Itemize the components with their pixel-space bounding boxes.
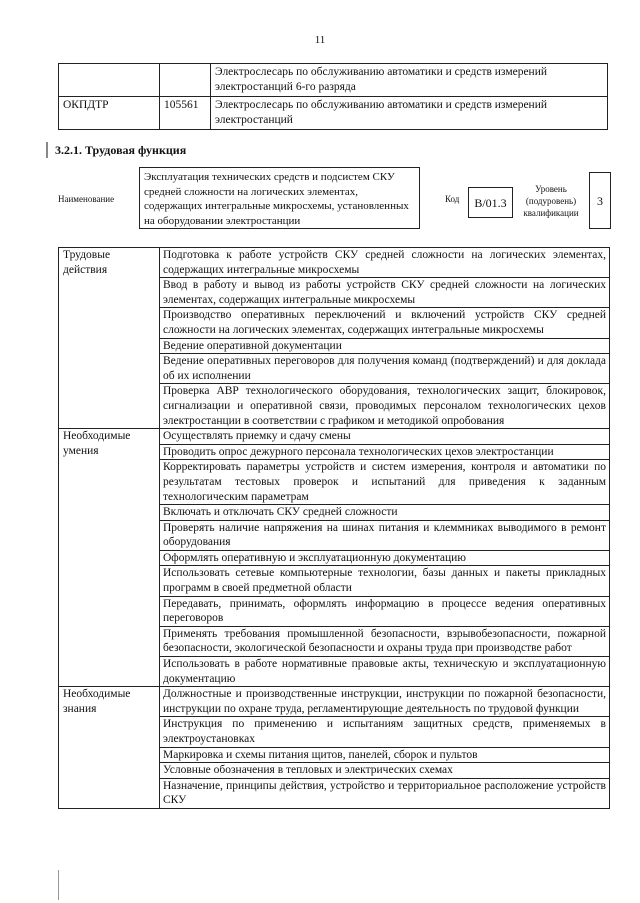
list-item: Инструкция по применению и испытаниям защитных средств, применяемых в электроустановках [160, 717, 610, 747]
list-item: Маркировка и схемы питания щитов, панелей, сборок и пультов [160, 747, 610, 763]
table-cell: ОКПДТР [59, 97, 160, 130]
list-item: Включать и отключать СКУ средней сложности [160, 505, 610, 521]
list-item: Передавать, принимать, оформлять информацию в процессе ведения оперативных переговоров [160, 596, 610, 626]
margin-mark [46, 142, 48, 158]
function-name: Эксплуатация технических средств и подсистем СКУ средней сложности на логических элементах, содержащих интегральные микросхемы, установленных на оборудовании электростанции [139, 167, 420, 229]
function-code: B/01.3 [468, 187, 513, 218]
list-item: Осуществлять приемку и сдачу смены [160, 429, 610, 445]
margin-mark [58, 870, 59, 900]
list-item: Использовать сетевые компьютерные технологии, базы данных и пакеты прикладных программ в своей предметной области [160, 566, 610, 596]
list-item: Ведение оперативных переговоров для получения команд (подтверждений) и для доклада об их исполнении [160, 354, 610, 384]
list-item: Назначение, принципы действия, устройство и территориальное расположение устройств СКУ [160, 778, 610, 808]
table-cell: 105561 [160, 97, 211, 130]
page-number: 11 [314, 34, 326, 46]
qualification-level: 3 [589, 172, 611, 229]
table-row [59, 429, 610, 445]
category-label: Необходимые умения [59, 429, 160, 687]
list-item: Производство оперативных переключений и включений устройств СКУ средней сложности на логических элементах, содержащих интегральные микросхемы [160, 308, 610, 338]
table-row [59, 64, 608, 97]
table-cell: Электрослесарь по обслуживанию автоматики и средств измерений электростанций [211, 97, 608, 130]
qualification-level-label: Уровень (подуровень) квалификации [523, 184, 579, 218]
table-cell: Электрослесарь по обслуживанию автоматики и средств измерений электростанций 6-го разряда [211, 64, 608, 97]
category-label: Трудовые действия [59, 248, 160, 429]
category-label: Необходимые знания [59, 687, 160, 809]
table-row [59, 687, 610, 717]
occupation-table [58, 63, 608, 130]
list-item: Должностные и производственные инструкции, инструкции по пожарной безопасности, инструкции по охране труда, регламентирующие деятельность по трудовой функции [160, 687, 610, 717]
list-item: Подготовка к работе устройств СКУ средней сложности на логических элементах, содержащих интегральные микросхемы [160, 248, 610, 278]
labor-function-body [59, 248, 610, 809]
code-label: Код [445, 194, 460, 204]
list-item: Использовать в работе нормативные правовые акты, техническую и эксплуатационную документацию [160, 657, 610, 687]
section-title: 3.2.1. Трудовая функция [55, 143, 187, 157]
list-item: Проверять наличие напряжения на шинах питания и клеммниках выводимого в ремонт оборудования [160, 520, 610, 550]
table-row [59, 97, 608, 130]
name-label: Наименование [58, 194, 115, 204]
table-row [59, 248, 610, 278]
table-cell [59, 64, 160, 97]
list-item: Проводить опрос дежурного персонала технологических цехов электростанции [160, 444, 610, 460]
list-item: Корректировать параметры устройств и систем измерения, контроля и автоматики по результатам тестовых проверок и испытаний для приведения к заданным технологическим параметрам [160, 460, 610, 505]
list-item: Применять требования промышленной безопасности, взрывобезопасности, пожарной безопасности, экологической безопасности и охраны труда при производстве работ [160, 626, 610, 656]
labor-function-table [58, 247, 610, 809]
list-item: Условные обозначения в тепловых и электрических схемах [160, 763, 610, 779]
list-item: Оформлять оперативную и эксплуатационную документацию [160, 550, 610, 566]
list-item: Ведение оперативной документации [160, 338, 610, 354]
list-item: Ввод в работу и вывод из работы устройств СКУ средней сложности на логических элементах, содержащих интегральные микросхемы [160, 278, 610, 308]
table-cell [160, 64, 211, 97]
list-item: Проверка АВР технологического оборудования, технологических защит, блокировок, сигнализации и оперативной связи, проводимых персоналом технологических цехов электростанции в соответствии с графиком и методикой опробования [160, 384, 610, 429]
